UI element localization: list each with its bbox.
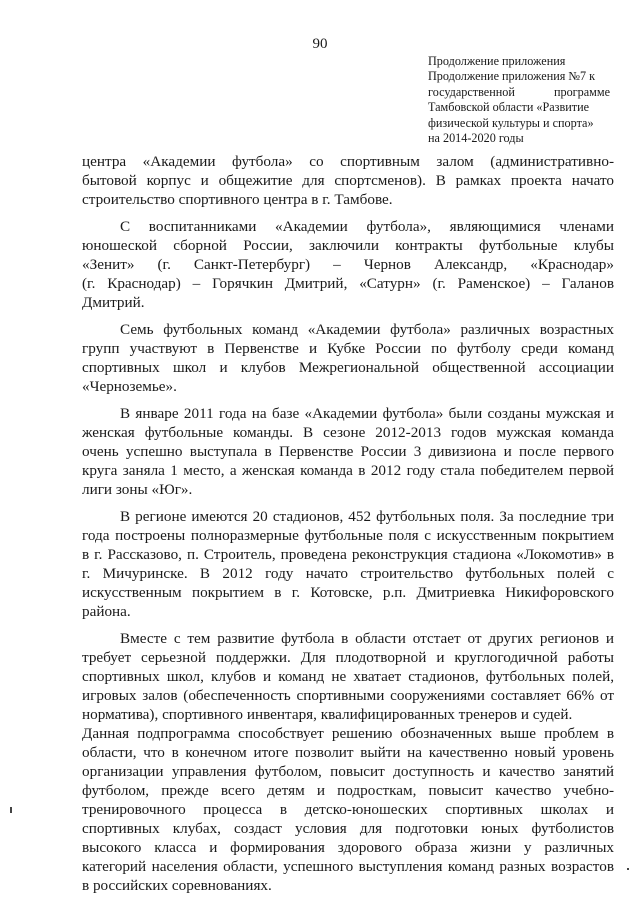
text-line: организации управления футболом, повысит доступность и качество занятий: [82, 763, 614, 780]
text-line: Данная подпрограмма способствует решению обозначенных выше проблем в: [82, 725, 614, 742]
appendix-line: физической культуры и спорта»: [428, 115, 594, 130]
appendix-line: Продолжение приложения: [428, 54, 566, 68]
text-line: Вместе с тем развитие футбола в области отстает от других регионов и: [120, 630, 614, 647]
text-line: центра «Академии футбола» со спортивным залом (административно-: [82, 153, 614, 170]
text-line: требует серьезной поддержки. Для плодотворной и круглогодичной работы: [82, 649, 614, 666]
scan-speck: [10, 807, 12, 813]
paragraph-2011-teams: [82, 404, 614, 499]
paragraph-subprogram: [82, 724, 614, 895]
document-body: [82, 152, 614, 895]
text-line: в российских соревнованиях.: [82, 877, 272, 894]
text-line: Семь футбольных команд «Академии футбола» различных возрастных: [120, 321, 614, 338]
text-line: спортивных клубах, создаст условия для подготовки юных футболистов: [82, 820, 614, 837]
text-line: года построены полноразмерные футбольные поля с искусственным покрытием: [82, 527, 614, 544]
text-line: норматива), спортивного инвентаря, квалифицированных тренеров и судей.: [82, 706, 573, 723]
paragraph-problems: [82, 629, 614, 724]
text-line: женская футбольные команды. В сезоне 2012-2013 годов мужская команда: [82, 424, 614, 441]
text-line: В январе 2011 года на базе «Академии футбола» были созданы мужская и: [120, 405, 614, 422]
scan-speck: [627, 868, 629, 870]
paragraph-contracts: [82, 217, 614, 312]
paragraph-stadiums: [82, 507, 614, 621]
text-line: юношеской сборной России, заключили контракты футбольные клубы: [82, 237, 614, 254]
text-line: игровых залов (обеспеченность спортивными сооружениями составляет 66% от: [82, 687, 614, 704]
text-line: высокого класса и формирования здорового образа жизни у различных: [82, 839, 614, 856]
text-line: спортивных школ, клубов и команд не хватает стадионов, футбольных полей,: [82, 668, 614, 685]
text-line: Дмитрий.: [82, 294, 145, 311]
text-line: бытовой корпус и общежитие для спортсменов). В рамках проекта начато: [82, 172, 614, 189]
text-line: в г. Рассказово, п. Строитель, проведена реконструкция стадиона «Локомотив» в: [82, 546, 614, 563]
text-line: района.: [82, 603, 131, 620]
text-line: круга заняла 1 место, а женская команда в 2012 году стала победителем первой: [82, 462, 614, 479]
text-line: лиги зоны «Юг».: [82, 481, 193, 498]
appendix-header: [428, 54, 610, 146]
text-line: С воспитанниками «Академии футбола», являющимися членами: [120, 218, 614, 235]
text-line: футболом, прежде всего детям и подросткам, повысит качество учебно-: [82, 782, 614, 799]
text-line: искусственным покрытием в г. Котовске, р.п. Дмитриевка Никифоровского: [82, 584, 614, 601]
text-line: групп участвуют в Первенстве и Кубке России по футболу среди команд: [82, 340, 614, 357]
text-line: спортивных школ и клубов Межрегиональной общественной ассоциации: [82, 359, 614, 376]
paragraph-teams: [82, 320, 614, 396]
text-line: В регионе имеются 20 стадионов, 452 футбольных поля. За последние три: [120, 508, 614, 525]
appendix-line: государственной программе: [428, 84, 610, 99]
text-line: «Зенит» (г. Санкт-Петербург) – Чернов Александр, «Краснодар»: [82, 256, 614, 273]
text-line: очень успешно выступала в Первенстве России 3 дивизиона и после первого: [82, 443, 614, 460]
text-line: тренировочного процесса в детско-юношеских спортивных школах и: [82, 801, 614, 818]
appendix-line: на 2014-2020 годы: [428, 131, 524, 146]
paragraph-academy-center: [82, 152, 614, 209]
appendix-line: Продолжение приложения №7 к: [428, 69, 596, 84]
text-line: строительство спортивного центра в г. Тамбове.: [82, 191, 393, 208]
text-line: г. Мичуринске. В 2012 году начато строительство футбольных полей с: [82, 565, 614, 582]
page-number: 90: [312, 36, 328, 52]
text-line: (г. Краснодар) – Горячкин Дмитрий, «Сатурн» (г. Раменское) – Галанов: [82, 275, 614, 292]
text-line: категорий населения области, успешного выступления команд разных возрастов: [82, 858, 614, 875]
text-line: «Черноземье».: [82, 378, 177, 395]
appendix-line: Тамбовской области «Развитие: [428, 100, 590, 115]
text-line: области, что в конечном итоге позволит выйти на качественно новый уровень: [82, 744, 614, 761]
